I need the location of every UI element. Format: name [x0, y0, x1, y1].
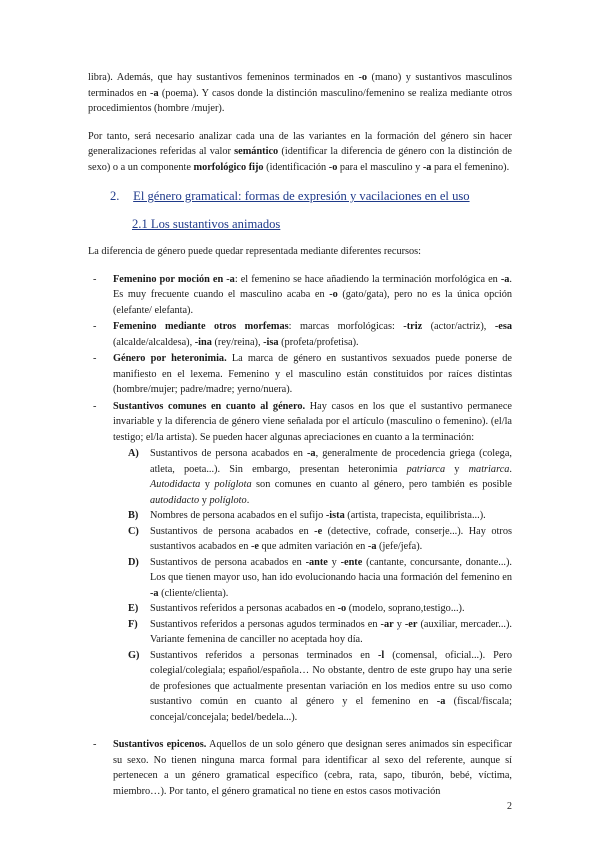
italic-text: patriarca [406, 463, 446, 475]
text-run: (cliente/clienta). [158, 587, 229, 599]
section-title: El género gramatical: formas de expresión y vacilaciones en el uso [133, 189, 470, 203]
text-run: y [393, 618, 405, 630]
text-run: y [327, 556, 341, 568]
list-intro: La diferencia de género puede quedar representada mediante diferentes recursos: [88, 246, 422, 257]
subsection-heading [132, 217, 512, 233]
paragraph-intro-cont [88, 70, 512, 117]
list-item [88, 737, 512, 799]
text-run: (jefe/jefa). [376, 541, 423, 552]
page-number: 2 [507, 801, 512, 812]
bold-text: -isa [263, 336, 279, 348]
sub-list-letter: F) [128, 618, 138, 630]
bold-text: Sustantivos epicenos. [113, 739, 207, 750]
text-run: Aquellos de un solo género que designan seres animados sin especificar su sexo. No tienen ninguna marca formal para identificar al sexo del referente, aunque sí pertenecen a un género gramatical específico (cebra, rata, sapo, tiburón, bebé, víctima, miembro…). Por tanto, el género gramatical no tiene en estos casos motivación [113, 739, 512, 797]
text-run: Sustantivos de persona acabados en [150, 448, 307, 459]
sub-list-item [128, 508, 512, 524]
bold-text: -e [314, 525, 323, 537]
bold-text: -o [337, 603, 347, 614]
list-item [88, 399, 512, 446]
text-run: (artista, trapecista, equilibrista...). [344, 510, 486, 521]
text-run: (identificar la diferencia de género con la distinción de sexo) o a un componente [88, 146, 513, 173]
sub-list-text [150, 603, 465, 614]
bold-text: -o [329, 289, 338, 300]
text-run: (profeta/profetisa). [278, 336, 359, 348]
text-run: para el femenino). [431, 161, 510, 173]
text-run: La marca de género en sustantivos sexuados puede ponerse de manifiesto en el lexema. Femenino y el masculino están constituidos por raíces distintas (hombre/mujer; padre/madre; yerno/nuera). [113, 353, 512, 395]
bold-text: -ar [380, 618, 394, 630]
sub-list-text [150, 448, 512, 506]
bold-text: Femenino por moción en -a [113, 273, 235, 285]
italic-text: autodidacto [150, 494, 200, 506]
text-run: para el masculino y [337, 161, 423, 173]
section-number: 2. [110, 189, 120, 203]
bold-text: -e [250, 541, 259, 552]
sub-list-item [128, 617, 512, 648]
italic-text: Autodidacta [150, 479, 201, 490]
sub-list-letter: B) [128, 510, 139, 521]
bold-text: Género por heteronimia. [113, 353, 227, 364]
bold-text: -a [307, 448, 316, 459]
text-run: son comunes en cuanto al género, pero también es posible [251, 479, 513, 490]
text-run: (identificación [263, 161, 329, 173]
sub-list-text [150, 526, 512, 553]
sub-list-letter: G) [128, 649, 140, 661]
sub-list-text [150, 619, 512, 646]
bold-text: -l [377, 649, 385, 661]
bold-text: -a [500, 273, 510, 285]
text-run: Sustantivos de persona acabados en [150, 556, 306, 568]
bold-text: Sustantivos comunes en cuanto al género. [113, 400, 306, 412]
text-run: libra). Además, que hay sustantivos femeninos terminados en [88, 72, 359, 83]
text-run: Sustantivos de persona acabados en [150, 525, 315, 537]
italic-text: polígloto [209, 494, 247, 506]
text-run: . Es muy frecuente cuando el masculino acaba en [113, 273, 512, 300]
bold-text: -ista [325, 510, 345, 521]
resources-list [88, 272, 512, 446]
bold-text: -esa [494, 321, 512, 332]
text-run: Sustantivos referidos a personas agudos terminados en [150, 618, 381, 630]
list-item [88, 319, 512, 350]
text-run: que admiten variación en [258, 541, 368, 552]
list-item [88, 272, 512, 319]
text-run: Por tanto, será necesario analizar cada una de las variantes en la formación del género sin hacer generalizaciones referidas al valor [88, 130, 512, 157]
text-run: (auxiliar, mercader...). Variante femenina de canciller no aceptada hoy día. [150, 618, 512, 645]
sub-list-item [128, 648, 512, 726]
epicene-list [88, 737, 512, 799]
text-run: . [509, 463, 512, 475]
bold-text: -a [422, 161, 432, 173]
bold-text: -o [328, 161, 338, 173]
sub-list-text [150, 650, 512, 723]
bold-text: morfológico fijo [193, 161, 264, 173]
bold-text: -a [150, 87, 159, 99]
text-run: y [200, 479, 215, 490]
bold-text: Femenino mediante otros morfemas [113, 321, 289, 332]
text-run: (actor/actriz), [422, 321, 495, 332]
text-run: (rey/reina), [211, 336, 264, 348]
text-run: Hay casos en los que el sustantivo permanece invariable y la diferencia de género viene señalada por el artículo (masculino o femenino). (el/la testigo; el/la artista). Se pueden hacer algunas apreciaciones en cuanto a la terminación: [113, 400, 513, 443]
sub-list-letter: A) [128, 448, 139, 459]
bold-text: -ina [194, 336, 212, 348]
sub-list-text [150, 510, 486, 521]
termination-sub-list [128, 446, 512, 725]
text-run: (fiscal/fiscala; concejal/concejala; bedel/bedela...). [150, 696, 512, 723]
text-run: (alcalde/alcaldesa), [113, 336, 195, 348]
text-run: (comensal, oficial...). Pero colegial/colegiala; español/española… No obstante, dentro de este grupo hay una serie de profesiones que actualmente presentan variación en los medios entre su uso como sustantivo común en cuanto al género y el femenino en [150, 649, 512, 707]
italic-text: matriarca [468, 463, 510, 475]
bold-text: -o [358, 72, 368, 83]
text-run: (poema). Y casos donde la distinción masculino/femenino se realiza mediante otros procedimientos (hombre /mujer). [88, 87, 512, 114]
sub-list-letter: C) [128, 525, 139, 537]
paragraph-conclusion [88, 129, 512, 176]
bold-text: -ante [305, 556, 328, 568]
text-run: Nombres de persona acabados en el sufijo [150, 510, 326, 521]
sub-list-text [150, 557, 512, 599]
bold-text: -er [404, 618, 418, 630]
text-run: y [199, 494, 210, 506]
list-item [88, 351, 512, 398]
sub-list-item [128, 555, 512, 602]
section-heading [110, 189, 512, 205]
subsection-title: 2.1 Los sustantivos animados [132, 216, 281, 231]
text-run: (modelo, soprano,testigo...). [346, 603, 465, 614]
text-run: (detective, cofrade, conserje...). Hay otros sustantivos acabados en [150, 525, 512, 552]
text-run: y [445, 463, 469, 475]
sub-list-letter: E) [128, 603, 139, 614]
text-run: : marcas morfológicas: [288, 321, 404, 332]
bold-text: -ente [340, 556, 363, 568]
text-run: : el femenino se hace añadiendo la terminación morfológica en [234, 273, 501, 285]
sub-list-item [128, 524, 512, 555]
sub-list-item [128, 601, 512, 617]
italic-text: políglota [214, 479, 252, 490]
bold-text: -a [367, 541, 377, 552]
text-run: (gato/gata), pero no es la única opción (elefante/ elefanta). [113, 289, 512, 316]
text-run: Sustantivos referidos a personas acabados en [150, 603, 338, 614]
text-run: (mano) y sustantivos masculinos terminados en [88, 72, 512, 99]
bold-text: -a [150, 587, 159, 599]
text-run: , generalmente de procedencia griega (colega, atleta, poeta...). Sin embargo, presentan heteronimia [150, 448, 512, 475]
sub-list-letter: D) [128, 556, 139, 568]
text-run: Sustantivos referidos a personas terminados en [150, 649, 378, 661]
bold-text: semántico [234, 146, 279, 157]
bold-text: -a [436, 696, 446, 707]
sub-list-item [128, 446, 512, 508]
bold-text: -triz [403, 321, 423, 332]
sub-list-wrap [88, 446, 512, 725]
text-run: (cantante, concursante, donante...). Los que tienen mayor uso, han ido evolucionando hacia una formación del femenino en [150, 556, 513, 583]
text-run: . [246, 494, 250, 506]
